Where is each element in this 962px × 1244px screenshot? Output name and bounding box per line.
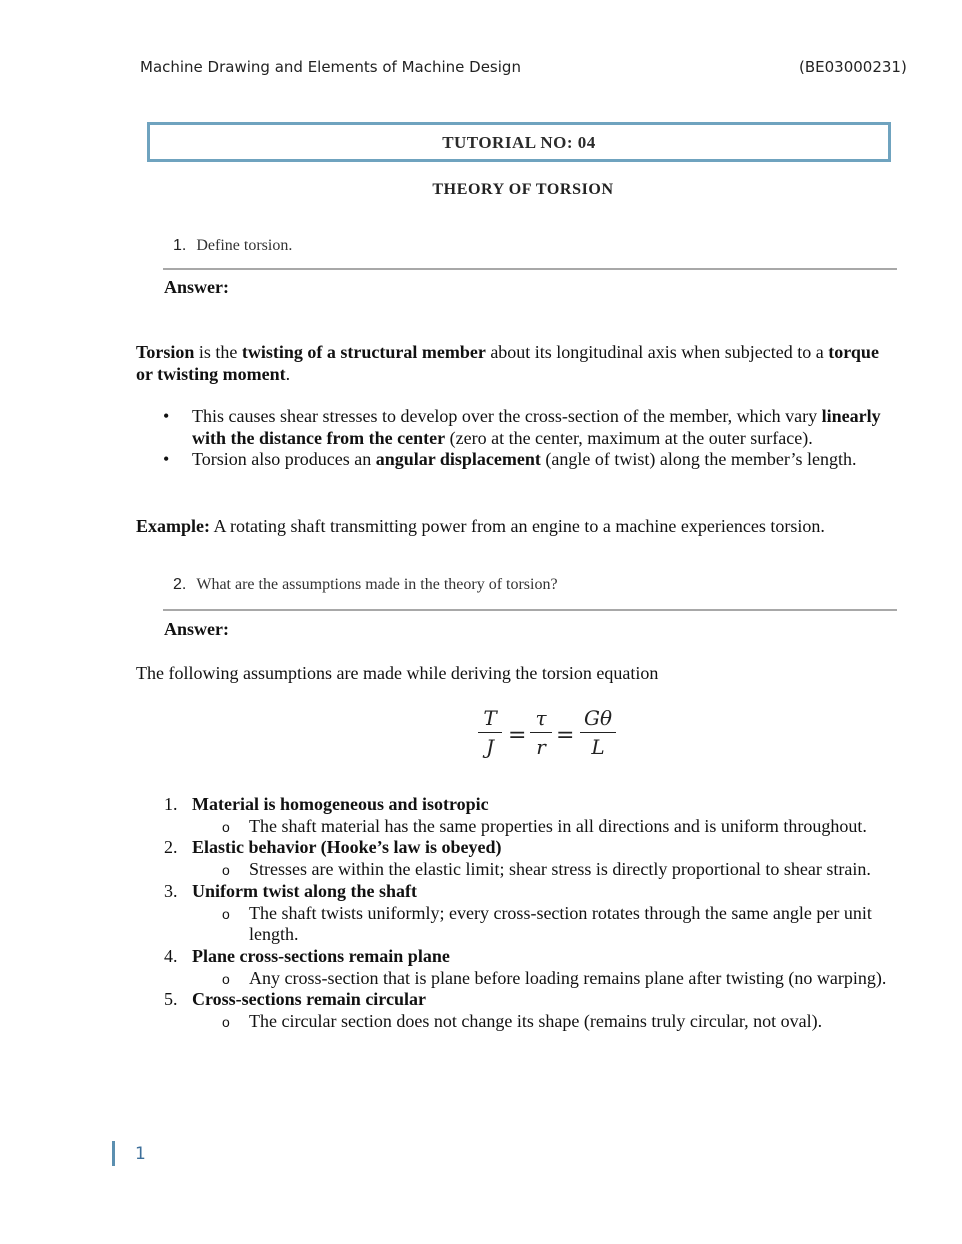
question-2	[173, 576, 558, 594]
equals-sign: =	[556, 723, 575, 748]
torsion-example	[136, 515, 896, 537]
def-text-a: is the	[194, 342, 242, 362]
sub-bullet-circle: o	[222, 862, 230, 879]
torsion-bullets	[136, 406, 896, 471]
torsion-equation	[474, 705, 624, 767]
fraction-tau-over-r	[530, 705, 552, 760]
def-bold-a: twisting of a structural member	[241, 342, 486, 362]
assumption-2-detail	[136, 859, 906, 881]
question-1	[173, 237, 292, 255]
assumption-number: 2.	[164, 837, 178, 858]
example-label: Example:	[136, 516, 210, 536]
formula-l: L	[591, 735, 605, 759]
bullet-2-text-b: (angle of twist) along the member’s length.	[540, 449, 857, 470]
assumption-3-title	[136, 881, 906, 903]
torsion-definition	[136, 341, 896, 385]
assumption-5-title	[136, 989, 906, 1011]
assumption-title: Elastic behavior (Hooke’s law is obeyed)	[192, 837, 502, 858]
bullet-1-text-a: This causes shear stresses to develop over the cross-section of the member, which vary	[192, 406, 822, 426]
fraction-bar	[530, 732, 552, 733]
example-text: A rotating shaft transmitting power from an engine to a machine experiences torsion.	[210, 516, 825, 536]
sub-bullet-circle: o	[222, 970, 230, 987]
formula-r: r	[536, 735, 546, 759]
def-term: Torsion	[136, 342, 195, 362]
list-item	[136, 449, 896, 471]
assumption-detail: The shaft twists uniformly; every cross-section rotates through the same angle per unit length.	[249, 902, 872, 945]
list-item	[136, 406, 896, 449]
footer-accent-bar	[112, 1141, 115, 1166]
bullet-2-bold: angular displacement	[375, 449, 541, 470]
answer-2-label: Answer:	[164, 619, 229, 639]
sub-bullet-circle: o	[222, 818, 230, 835]
assumption-1-title	[136, 794, 906, 816]
answer-1-label: Answer:	[164, 277, 229, 297]
fraction-t-over-j	[478, 705, 502, 760]
formula-t: T	[483, 706, 497, 730]
def-text-c: .	[285, 364, 291, 384]
assumptions-intro: The following assumptions are made while deriving the torsion equation	[136, 663, 659, 683]
bullet-1-bold: linearly with the distance from the center	[192, 406, 881, 448]
assumption-number: 1.	[164, 794, 178, 814]
assumption-2-title	[136, 837, 906, 859]
assumption-number: 5.	[164, 989, 178, 1010]
sub-bullet-circle: o	[222, 1014, 230, 1031]
running-header-title: Machine Drawing and Elements of Machine Design	[140, 58, 521, 76]
tutorial-title: TUTORIAL NO: 04	[442, 133, 596, 152]
assumption-detail: The circular section does not change its shape (remains truly circular, not oval).	[249, 1011, 823, 1032]
fraction-bar	[580, 732, 616, 733]
fraction-bar	[478, 732, 502, 733]
bullet-2-text-a: Torsion also produces an	[192, 449, 376, 470]
question-2-text: What are the assumptions made in the theory of torsion?	[196, 576, 558, 593]
assumption-number: 4.	[164, 945, 178, 966]
formula-g-theta: Gθ	[583, 706, 613, 730]
assumption-detail: Any cross-section that is plane before loading remains plane after twisting (no warping).	[249, 967, 887, 988]
assumption-detail: The shaft material has the same properties in all directions and is uniform throughout.	[249, 815, 867, 836]
assumption-5-detail	[136, 1011, 906, 1033]
question-1-rule	[163, 268, 897, 270]
sub-bullet-circle: o	[222, 905, 230, 922]
formula-j: J	[485, 735, 495, 759]
assumption-4-title	[136, 946, 906, 968]
question-2-rule	[163, 609, 897, 611]
def-text-b: about its longitudinal axis when subjected to a	[485, 342, 829, 362]
assumption-number: 3.	[164, 880, 178, 901]
assumption-detail: Stresses are within the elastic limit; shear stress is directly proportional to shear strain.	[249, 859, 871, 880]
formula-tau: τ	[535, 706, 547, 730]
fraction-gtheta-over-l	[580, 705, 616, 760]
question-1-number: 1.	[173, 237, 187, 254]
assumption-title: Plane cross-sections remain plane	[192, 945, 450, 966]
tutorial-title-box	[147, 122, 891, 162]
question-1-text: Define torsion.	[196, 237, 293, 254]
assumption-title: Uniform twist along the shaft	[192, 880, 417, 901]
assumption-3-detail	[136, 903, 906, 946]
assumption-title: Material is homogeneous and isotropic	[192, 794, 489, 814]
question-2-number: 2.	[173, 576, 187, 593]
bullet-1-text-b: (zero at the center, maximum at the outer surface).	[445, 427, 813, 448]
equals-sign: =	[508, 723, 527, 748]
assumption-4-detail	[136, 968, 906, 990]
assumptions-list	[136, 794, 906, 1033]
running-header-code: (BE03000231)	[799, 58, 907, 76]
assumption-1-detail	[136, 816, 906, 838]
assumption-title: Cross-sections remain circular	[192, 989, 426, 1010]
def-bold-b: torque or twisting moment	[136, 342, 879, 384]
section-subtitle: THEORY OF TORSION	[432, 181, 614, 198]
page-number: 1	[135, 1144, 146, 1164]
